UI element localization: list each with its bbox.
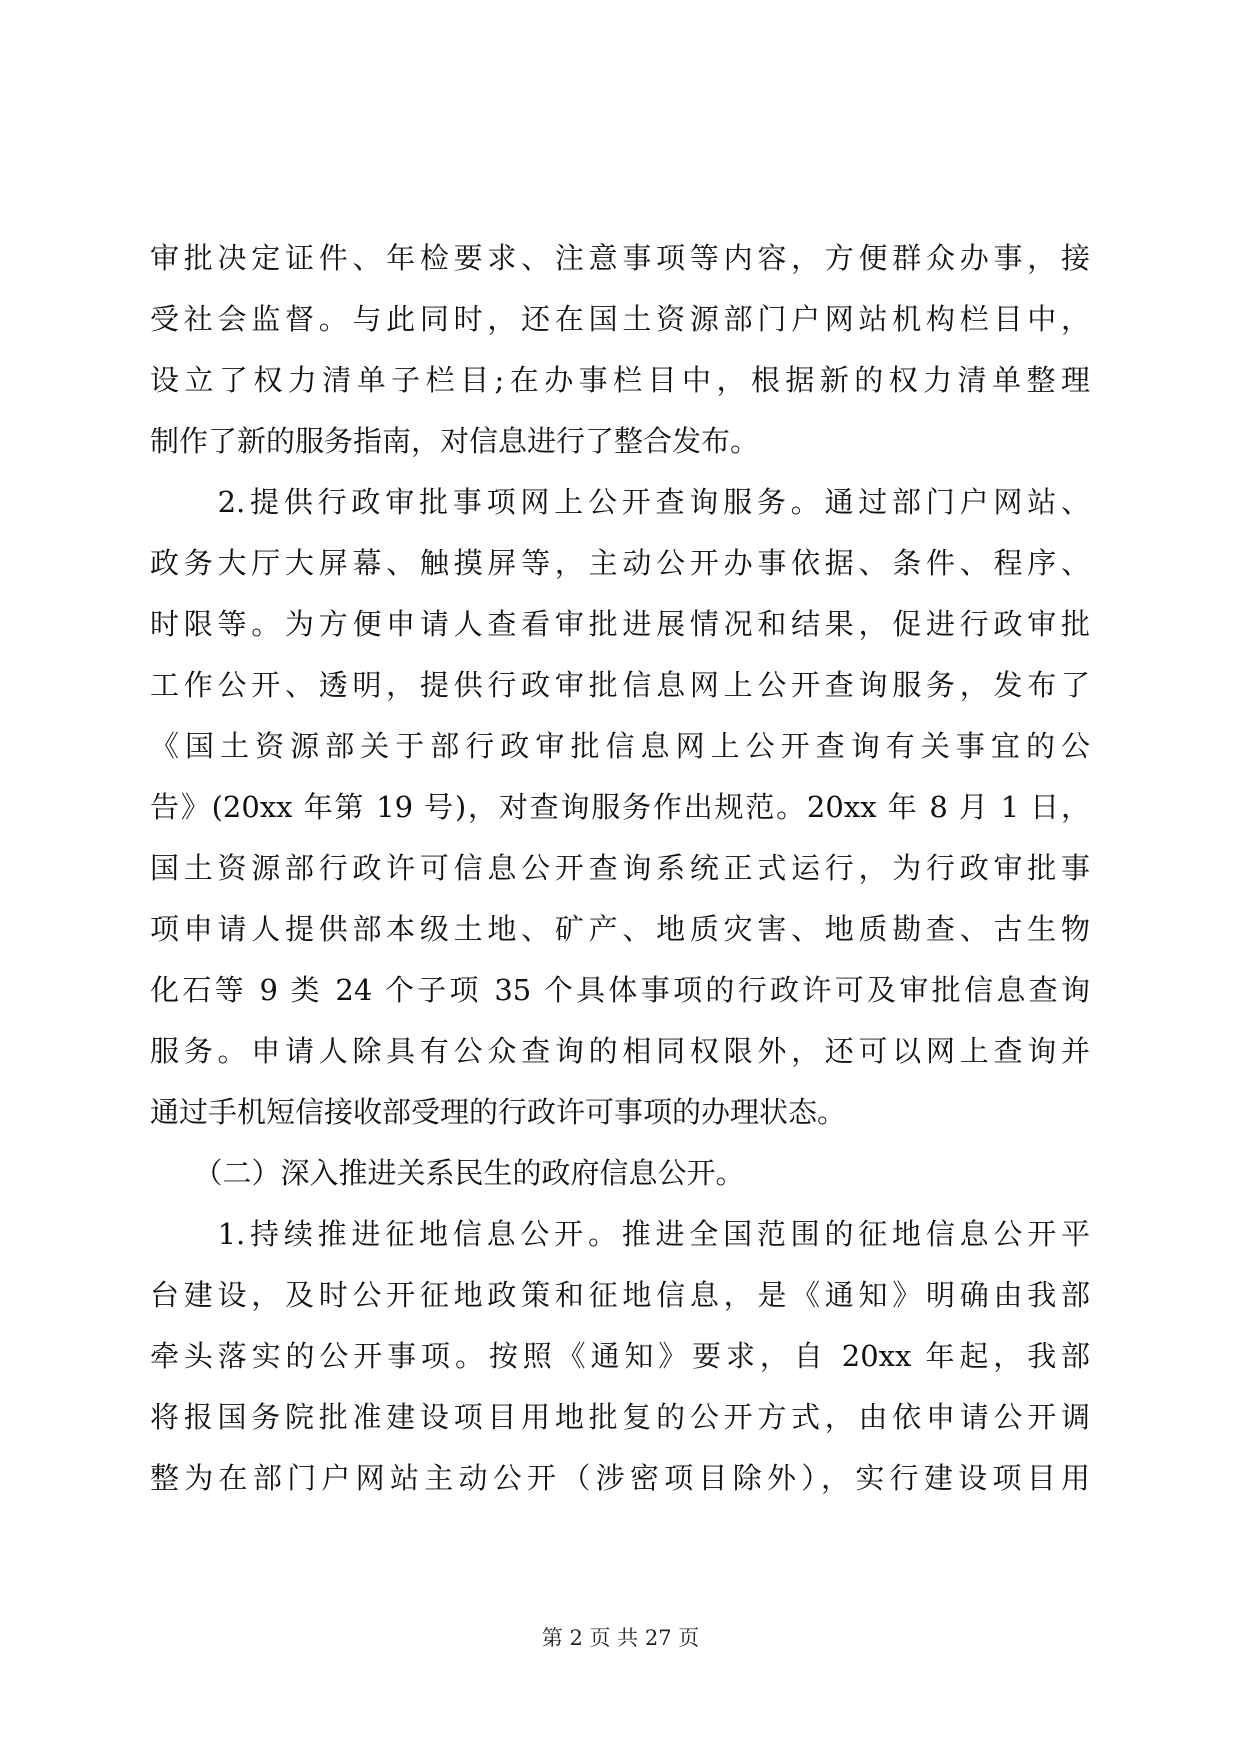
text-line: 工作公开、透明，提供行政审批信息网上公开查询服务，发布了 [150, 668, 1090, 702]
text-line: 台建设，及时公开征地政策和征地信息，是《通知》明确由我部 [150, 1278, 1090, 1312]
page-number-footer: 第 2 页 共 27 页 [541, 1626, 700, 1650]
text-line: 2.提供行政审批事项网上公开查询服务。通过部门户网站、 [150, 485, 1090, 519]
text-line: 将报国务院批准建设项目用地批复的公开方式，由依申请公开调 [150, 1400, 1090, 1434]
text-line: 《国土资源部关于部行政审批信息网上公开查询有关事宜的公 [150, 729, 1090, 763]
text-line: 国土资源部行政许可信息公开查询系统正式运行，为行政审批事 [150, 851, 1090, 885]
text-line: 时限等。为方便申请人查看审批进展情况和结果，促进行政审批 [150, 607, 1090, 641]
text-line: 服务。申请人除具有公众查询的相同权限外，还可以网上查询并 [150, 1034, 1090, 1068]
document-body [150, 228, 1090, 1509]
section-heading: （二）深入推进关系民生的政府信息公开。 [150, 1156, 745, 1190]
text-line: 整为在部门户网站主动公开（涉密项目除外），实行建设项目用 [150, 1461, 1090, 1495]
text-line: 受社会监督。与此同时，还在国土资源部门户网站机构栏目中， [150, 302, 1090, 336]
text-line: 通过手机短信接收部受理的行政许可事项的办理状态。 [150, 1095, 847, 1129]
text-line: 审批决定证件、年检要求、注意事项等内容，方便群众办事，接 [150, 241, 1090, 275]
text-line: 1.持续推进征地信息公开。推进全国范围的征地信息公开平 [150, 1217, 1090, 1251]
text-line: 设立了权力清单子栏目;在办事栏目中，根据新的权力清单整理 [150, 363, 1090, 397]
text-line: 项申请人提供部本级土地、矿产、地质灾害、地质勘查、古生物 [150, 912, 1090, 946]
text-line: 制作了新的服务指南，对信息进行了整合发布。 [150, 424, 760, 458]
text-line: 告》(20xx 年第 19 号)，对查询服务作出规范。20xx 年 8 月 1 日， [150, 790, 1090, 824]
text-line: 牵头落实的公开事项。按照《通知》要求，自 20xx 年起，我部 [150, 1339, 1090, 1373]
text-line: 化石等 9 类 24 个子项 35 个具体事项的行政许可及审批信息查询 [150, 973, 1090, 1007]
text-line: 政务大厅大屏幕、触摸屏等，主动公开办事依据、条件、程序、 [150, 546, 1090, 580]
